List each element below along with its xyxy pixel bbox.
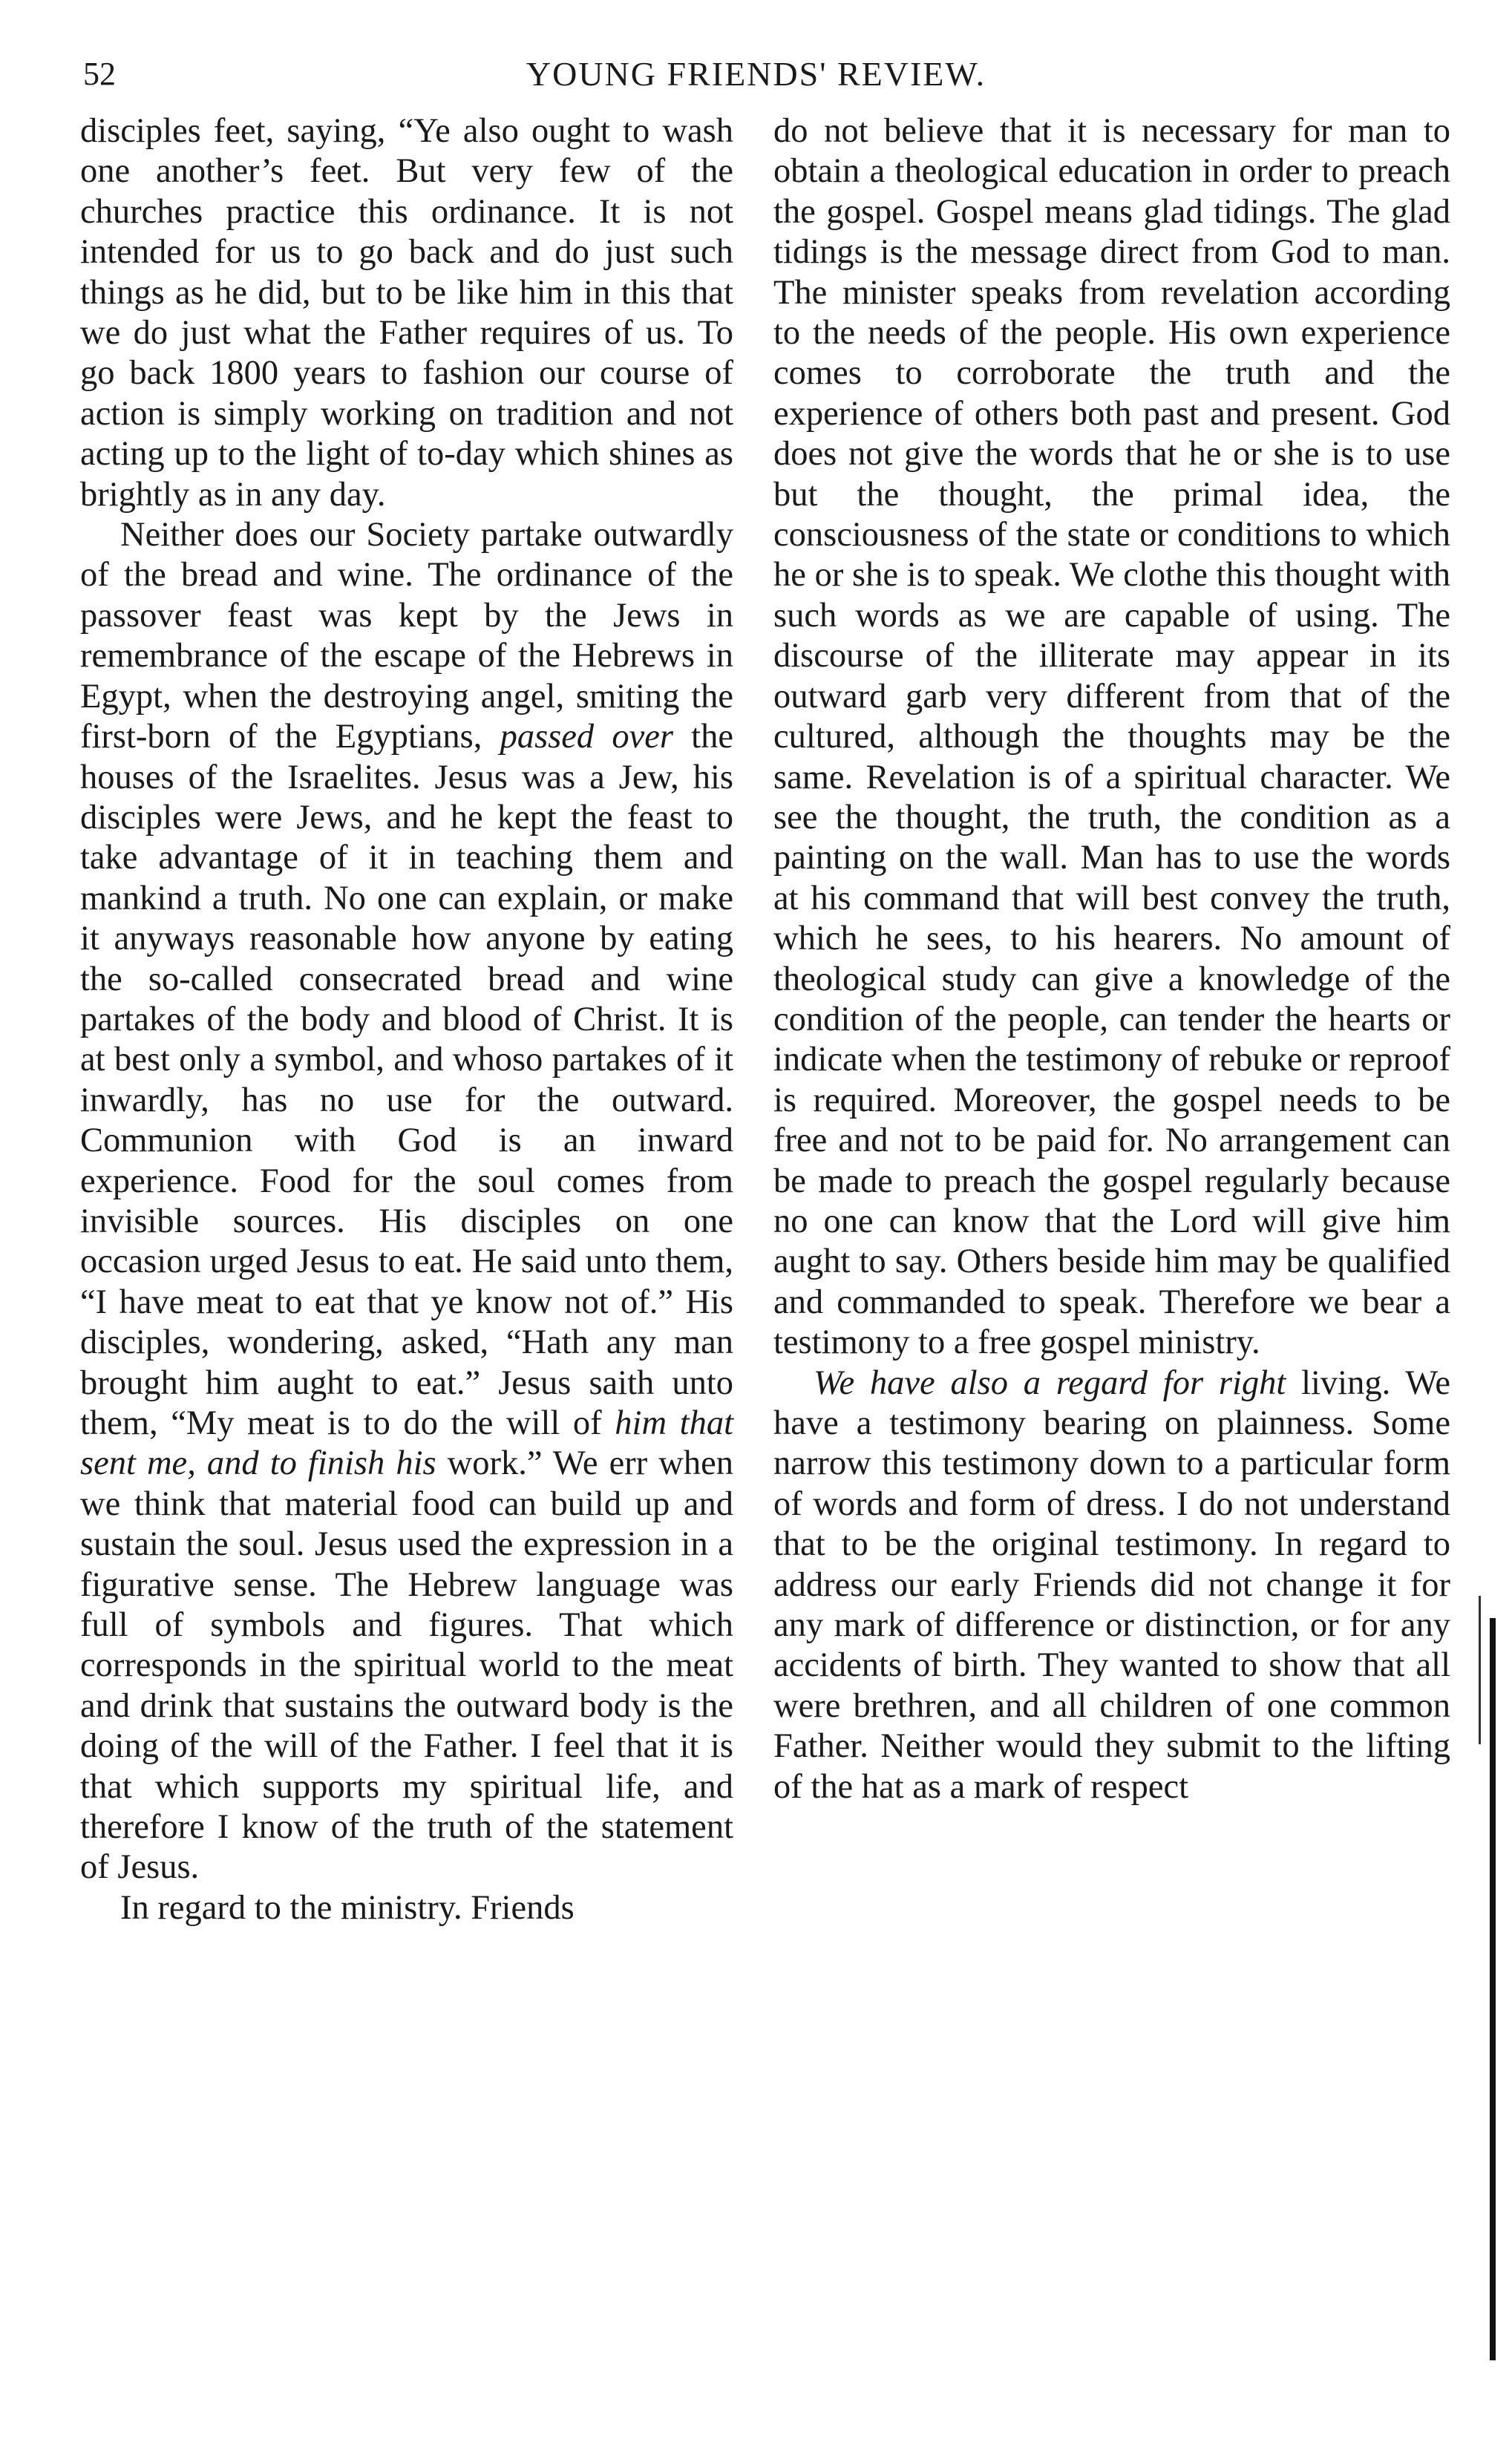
- paragraph-bread-and-wine: [80, 515, 733, 1888]
- left-column: [80, 111, 733, 1928]
- italic-run: passed over: [500, 718, 673, 756]
- page-header: [83, 52, 1429, 96]
- text-run: work.” We err when we think that material food can build up and sustain the soul. Jesus used the expression in a figurative sense. The Hebrew language was full of symbols and figures. That which corresponds in the spiritual world to the meat and drink that sustains the outward body is the doing of the will of the Father. I feel that it is that which supports my spiritual life, and therefore I know of the truth of the statement of Jesus.: [80, 1444, 733, 1887]
- paragraph-foot-washing: disciples feet, saying, “Ye also ought to wash one another’s feet. But very few of the churches practice this ordinance. It is not intended for us to go back and do just such things as he did, but to be like him in this that we do just what the Father requires of us. To go back 1800 years to fashion our course of action is simply working on tradition and not acting up to the light of to-day which shines as brightly as in any day.: [80, 112, 733, 514]
- italic-run: We have also a regard for right: [814, 1363, 1286, 1402]
- running-title: YOUNG FRIENDS' REVIEW.: [526, 55, 986, 93]
- text-run: Neither does our Society partake outwardly of the bread and wine. The ordinance of the passover feast was kept by the Jews in remembrance of the escape of the Hebrews in Egypt, when the destroying angel, smiting the first-born of the Egyptians,: [80, 516, 733, 756]
- scan-edge-shadow: [1490, 1618, 1496, 2360]
- text-run: the houses of the Israelites. Jesus was a Jew, his disciples were Jews, and he kept the feast to take advantage of it in teaching them and mankind a truth. No one can explain, or make it anyways reasonable how anyone by eating the so-called consecrated bread and wine partakes of the body and blood of Christ. It is at best only a symbol, and whoso partakes of it inwardly, has no use for the outward. Communion with God is an inward experience. Food for the soul comes from invisible sources. His disciples on one occasion urged Jesus to eat. He said unto them, “I have meat to eat that ye know not of.” His disciples, wondering, asked, “Hath any man brought him aught to eat.” Jesus saith unto them, “My meat is to do the will of: [80, 718, 733, 1442]
- paragraph-ministry-continued: do not believe that it is necessary for man to obtain a theological education in order to preach the gospel. Gospel means glad tidings. The glad tidings is the message direct from God to man. The minister speaks from revelation according to the needs of the people. His own experience comes to corroborate the truth and the experience of others both past and present. God does not give the words that he or she is to use but the thought, the primal idea, the consciousness of the state or conditions to which he or she is to speak. We clothe this thought with such words as we are capable of using. The discourse of the illiterate may appear in its outward garb very different from that of the cultured, although the thoughts may be the same. Revelation is of a spiritual character. We see the thought, the truth, the condition as a painting on the wall. Man has to use the words at his command that will best convey the truth, which he sees, to his hearers. No amount of theological study can give a knowledge of the condition of the people, can tender the hearts or indicate when the testimony of rebuke or reproof is required. Moreover, the gospel needs to be free and not to be paid for. No arrangement can be made to preach the gospel regularly because no one can know that the Lord will give him aught to say. Others beside him may be qualified and commanded to speak. Therefore we bear a testimony to a free gospel ministry.: [773, 112, 1450, 1362]
- page-number: 52: [83, 56, 116, 92]
- paragraph-right-living: [773, 1363, 1450, 1807]
- right-column: [773, 111, 1450, 1807]
- scan-edge-line: [1479, 1596, 1481, 1744]
- text-run: living. We have a testimony bearing on plainness. Some narrow this testimony down to a particular form of words and form of dress. I do not understand that to be the original testimony. In regard to address our early Friends did not change it for any mark of difference or distinction, or for any accidents of birth. They wanted to show that all were brethren, and all children of one common Father. Neither would they submit to the lifting of the hat as a mark of respect: [773, 1363, 1450, 1806]
- italic-run: him that sent me, and to finish his: [80, 1404, 733, 1483]
- paragraph-ministry-start: In regard to the ministry. Friends: [120, 1888, 575, 1927]
